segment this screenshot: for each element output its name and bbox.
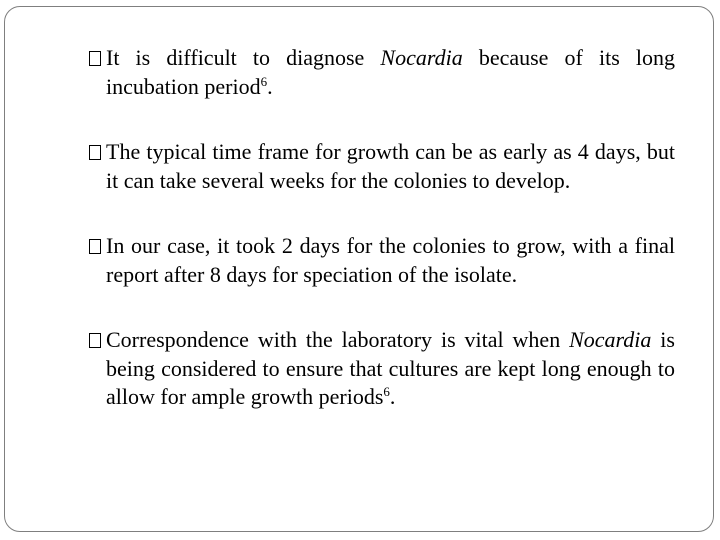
bullet-item — [87, 326, 675, 412]
bullet-item — [87, 138, 675, 195]
bullet-item — [87, 232, 675, 289]
bullet-box-icon — [89, 239, 101, 254]
bullet-text: The typical time frame for growth can be as early as 4 days, but it can take several weeks for the colonies to develop. — [106, 139, 675, 193]
bullet-box-icon — [89, 333, 101, 348]
bullet-list — [87, 44, 675, 412]
slide-frame — [4, 6, 714, 532]
bullet-text: It is difficult to diagnose Nocardia because of its long incubation period$^6$. — [106, 45, 675, 99]
bullet-box-icon — [89, 145, 101, 160]
bullet-text: Correspondence with the laboratory is vital when Nocardia is being considered to ensure that cultures are kept long enough to allow for ample growth periods$^6$. — [106, 327, 675, 409]
bullet-box-icon — [89, 51, 101, 66]
bullet-text: In our case, it took 2 days for the colonies to grow, with a final report after 8 days for speciation of the isolate. — [106, 233, 675, 287]
bullet-item — [87, 44, 675, 101]
